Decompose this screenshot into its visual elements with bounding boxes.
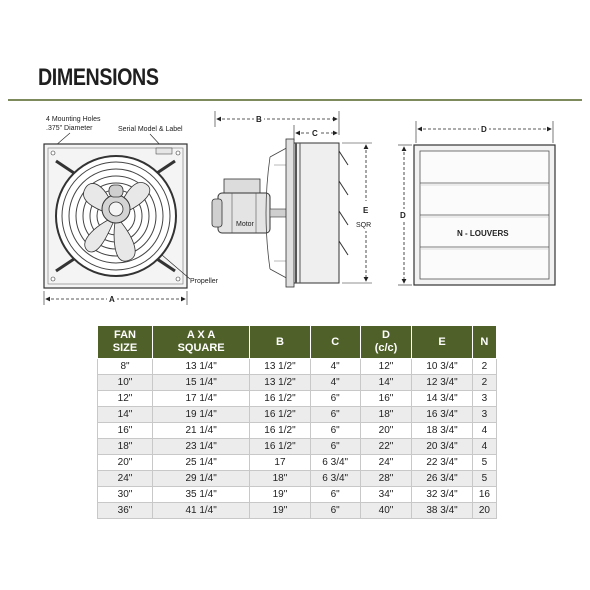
cell-c: 4" xyxy=(310,375,360,391)
cell-d: 34" xyxy=(360,487,412,503)
cell-fan-size: 30" xyxy=(98,487,153,503)
cell-fan-size: 8" xyxy=(98,359,153,375)
dimension-d-top-label: D xyxy=(481,125,487,134)
cell-d: 16" xyxy=(360,391,412,407)
header-e: E xyxy=(412,326,472,359)
cell-fan-size: 24" xyxy=(98,471,153,487)
table-body xyxy=(98,359,497,519)
dimension-e-label: E xyxy=(363,206,369,215)
cell-axa-square: 23 1/4" xyxy=(153,439,250,455)
propeller-label: Propeller xyxy=(190,278,219,285)
cell-axa-square: 35 1/4" xyxy=(153,487,250,503)
table-row xyxy=(98,407,497,423)
cell-n: 5 xyxy=(472,471,496,487)
cell-c: 6" xyxy=(310,407,360,423)
cell-b: 13 1/2" xyxy=(250,359,310,375)
cell-d: 28" xyxy=(360,471,412,487)
cell-b: 19" xyxy=(250,503,310,519)
table-row xyxy=(98,455,497,471)
cell-d: 20" xyxy=(360,423,412,439)
cell-axa-square: 25 1/4" xyxy=(153,455,250,471)
cell-axa-square: 17 1/4" xyxy=(153,391,250,407)
cell-n: 4 xyxy=(472,439,496,455)
cell-axa-square: 13 1/4" xyxy=(153,359,250,375)
dimensions-table xyxy=(97,325,497,519)
table-row xyxy=(98,375,497,391)
cell-b: 16 1/2" xyxy=(250,439,310,455)
cell-e: 12 3/4" xyxy=(412,375,472,391)
front-view xyxy=(44,116,219,305)
table-row xyxy=(98,439,497,455)
header-n: N xyxy=(472,326,496,359)
page-title: DIMENSIONS xyxy=(38,64,159,91)
cell-c: 6" xyxy=(310,503,360,519)
cell-d: 14" xyxy=(360,375,412,391)
serial-label: Serial Model & Label xyxy=(118,126,183,133)
cell-b: 16 1/2" xyxy=(250,391,310,407)
cell-fan-size: 12" xyxy=(98,391,153,407)
side-view xyxy=(212,111,376,287)
dimension-d-side-label: D xyxy=(400,211,406,220)
cell-n: 3 xyxy=(472,391,496,407)
table-row xyxy=(98,487,497,503)
cell-c: 6 3/4" xyxy=(310,455,360,471)
cell-e: 26 3/4" xyxy=(412,471,472,487)
dimension-b-label: B xyxy=(256,115,262,124)
cell-e: 18 3/4" xyxy=(412,423,472,439)
cell-d: 18" xyxy=(360,407,412,423)
mounting-holes-label: 4 Mounting Holes xyxy=(46,116,101,123)
cell-axa-square: 15 1/4" xyxy=(153,375,250,391)
cell-fan-size: 10" xyxy=(98,375,153,391)
table-row xyxy=(98,391,497,407)
cell-d: 24" xyxy=(360,455,412,471)
cell-n: 2 xyxy=(472,375,496,391)
header-axa-square: A X A SQUARE xyxy=(153,326,250,359)
cell-d: 22" xyxy=(360,439,412,455)
table-header-row xyxy=(98,326,497,359)
cell-c: 6" xyxy=(310,423,360,439)
cell-e: 38 3/4" xyxy=(412,503,472,519)
cell-e: 16 3/4" xyxy=(412,407,472,423)
cell-c: 6" xyxy=(310,391,360,407)
cell-e: 20 3/4" xyxy=(412,439,472,455)
cell-d: 12" xyxy=(360,359,412,375)
cell-fan-size: 14" xyxy=(98,407,153,423)
cell-n: 20 xyxy=(472,503,496,519)
table-row xyxy=(98,359,497,375)
cell-n: 3 xyxy=(472,407,496,423)
louver-view xyxy=(397,121,555,285)
cell-fan-size: 36" xyxy=(98,503,153,519)
cell-axa-square: 41 1/4" xyxy=(153,503,250,519)
cell-fan-size: 18" xyxy=(98,439,153,455)
table-row xyxy=(98,503,497,519)
cell-b: 13 1/2" xyxy=(250,375,310,391)
cell-fan-size: 16" xyxy=(98,423,153,439)
cell-n: 4 xyxy=(472,423,496,439)
fan-diagram xyxy=(0,105,590,305)
cell-c: 6 3/4" xyxy=(310,471,360,487)
table-row xyxy=(98,423,497,439)
cell-d: 40" xyxy=(360,503,412,519)
cell-c: 4" xyxy=(310,359,360,375)
dimension-a-label: A xyxy=(109,295,115,304)
cell-n: 5 xyxy=(472,455,496,471)
louvers-label: N - LOUVERS xyxy=(457,229,509,238)
cell-b: 18" xyxy=(250,471,310,487)
cell-n: 2 xyxy=(472,359,496,375)
mounting-holes-diameter-label: .375" Diameter xyxy=(46,125,93,132)
cell-e: 22 3/4" xyxy=(412,455,472,471)
header-c: C xyxy=(310,326,360,359)
cell-axa-square: 19 1/4" xyxy=(153,407,250,423)
cell-b: 16 1/2" xyxy=(250,423,310,439)
cell-e: 10 3/4" xyxy=(412,359,472,375)
cell-b: 19" xyxy=(250,487,310,503)
cell-e: 14 3/4" xyxy=(412,391,472,407)
title-divider xyxy=(8,99,582,101)
cell-c: 6" xyxy=(310,487,360,503)
cell-e: 32 3/4" xyxy=(412,487,472,503)
cell-fan-size: 20" xyxy=(98,455,153,471)
cell-axa-square: 21 1/4" xyxy=(153,423,250,439)
header-d: D (c/c) xyxy=(360,326,412,359)
cell-c: 6" xyxy=(310,439,360,455)
table-row xyxy=(98,471,497,487)
cell-axa-square: 29 1/4" xyxy=(153,471,250,487)
cell-n: 16 xyxy=(472,487,496,503)
header-fan-size: FAN SIZE xyxy=(98,326,153,359)
header-b: B xyxy=(250,326,310,359)
cell-b: 16 1/2" xyxy=(250,407,310,423)
motor-label: Motor xyxy=(236,221,254,228)
dimension-c-label: C xyxy=(312,129,318,138)
cell-b: 17 xyxy=(250,455,310,471)
dimension-sqr-label: SQR xyxy=(356,222,372,229)
